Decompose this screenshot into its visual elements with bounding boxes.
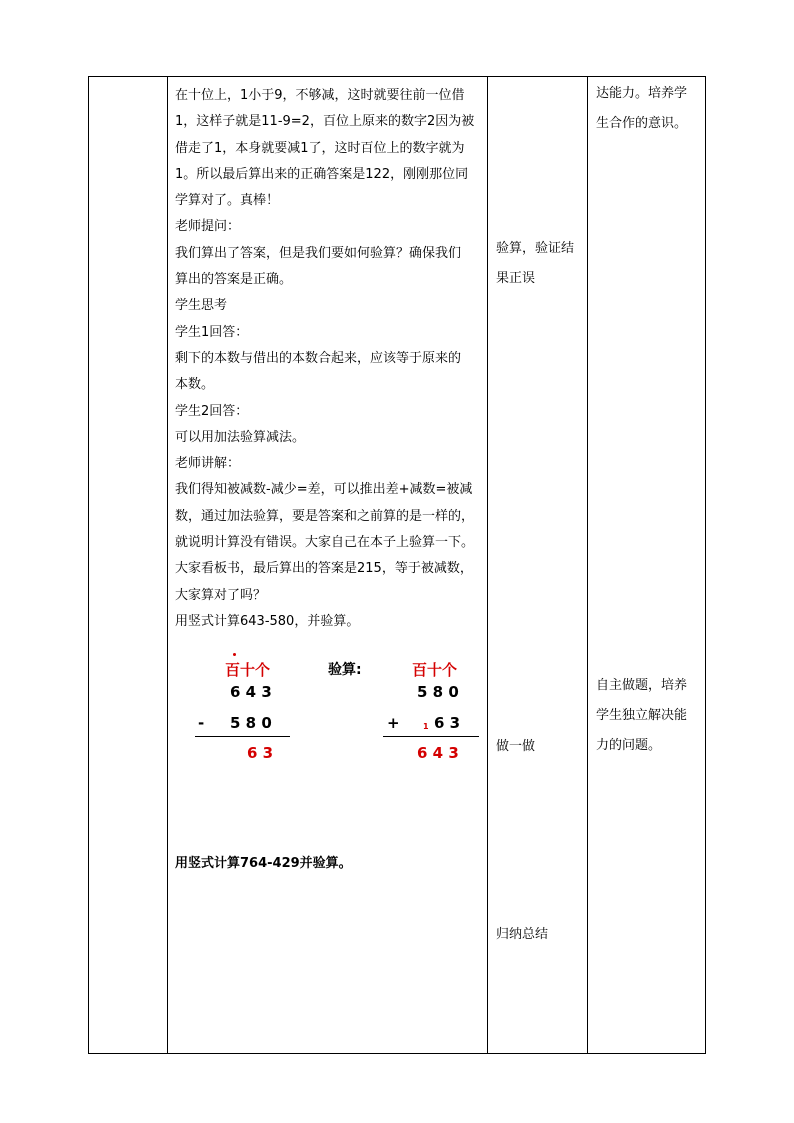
intent-cooperation: [596, 79, 704, 139]
paragraph-line: 学生2回答：: [175, 403, 249, 419]
subtraction-result: 6 3: [247, 744, 274, 762]
column-divider-3: [587, 77, 588, 1053]
addend-2: 6 3: [434, 714, 461, 732]
intent-independence: [596, 671, 704, 761]
paragraph-line: 我们得知被减数-减少=差，可以推出差+减数=被减: [175, 482, 473, 498]
paragraph-line: 我们算出了答案，但是我们要如何验算？确保我们: [175, 245, 462, 261]
addend-1: 5 8 0: [417, 683, 459, 701]
activity-verify: [496, 234, 588, 294]
place-header-right: 百十个: [412, 661, 458, 679]
paragraph-line: 学生思考: [175, 298, 228, 314]
paragraph-line: 大家算对了吗？: [175, 587, 267, 603]
subtrahend: 5 8 0: [230, 714, 272, 732]
intent-independence-line2: 学生独立解决能: [596, 708, 688, 723]
teaching-process-text: [175, 83, 487, 635]
activity-practice: 做一做: [496, 739, 536, 754]
paragraph-line: 剩下的本数与借出的本数合起来，应该等于原来的: [175, 350, 462, 366]
addition-result: 6 4 3: [417, 744, 459, 762]
paragraph-line: 1。所以最后算出来的正确答案是122，刚刚那位同: [175, 166, 469, 182]
paragraph-line: 学算对了。真棒！: [175, 193, 280, 209]
intent-independence-line1: 自主做题，培养: [596, 678, 688, 693]
paragraph-line: 本数。: [175, 377, 215, 393]
lesson-table: [88, 76, 706, 1054]
subtraction-rule: [195, 736, 290, 737]
paragraph-line: 在十位上，1小于9，不够减，这时就要往前一位借: [175, 88, 465, 103]
paragraph-line: 借走了1，本身就要减1了，这时百位上的数字就为: [175, 140, 465, 156]
paragraph-line: 算出的答案是正确。: [175, 272, 293, 288]
minuend: 6 4 3: [230, 683, 272, 701]
column-divider-1: [167, 77, 168, 1053]
paragraph-line: 学生1回答：: [175, 324, 249, 340]
intent-cooperation-line2: 生合作的意识。: [596, 116, 688, 131]
paragraph-line: 老师讲解：: [175, 456, 241, 472]
column-divider-2: [487, 77, 488, 1053]
activity-verify-line2: 果正误: [496, 271, 536, 286]
carry-mark: 1: [423, 722, 429, 731]
intent-independence-line3: 力的问题。: [596, 738, 662, 753]
addition-rule: [383, 736, 479, 737]
paragraph-line: 就说明计算没有错误。大家自己在本子上验算一下。: [175, 535, 475, 551]
paragraph-line: 老师提问：: [175, 219, 241, 235]
borrow-dot: [233, 653, 236, 656]
paragraph-line: 1，这样子就是11-9=2，百位上原来的数字2因为被: [175, 114, 475, 130]
verify-label: 验算:: [328, 662, 362, 678]
activity-summary: 归纳总结: [496, 927, 549, 942]
paragraph-line: 数，通过加法验算，要是答案和之前算的是一样的，: [175, 508, 475, 524]
exercise-764-429: 用竖式计算764-429并验算。: [175, 856, 352, 871]
paragraph-line: 用竖式计算643-580，并验算。: [175, 613, 360, 629]
place-header-left: 百十个: [225, 661, 271, 679]
activity-verify-line1: 验算，验证结: [496, 241, 575, 256]
minus-sign: -: [198, 714, 205, 732]
intent-cooperation-line1: 达能力。培养学: [596, 86, 688, 101]
paragraph-line: 大家看板书，最后算出的答案是215，等于被减数，: [175, 561, 473, 577]
plus-sign: +: [387, 714, 400, 732]
paragraph-line: 可以用加法验算减法。: [175, 429, 306, 445]
